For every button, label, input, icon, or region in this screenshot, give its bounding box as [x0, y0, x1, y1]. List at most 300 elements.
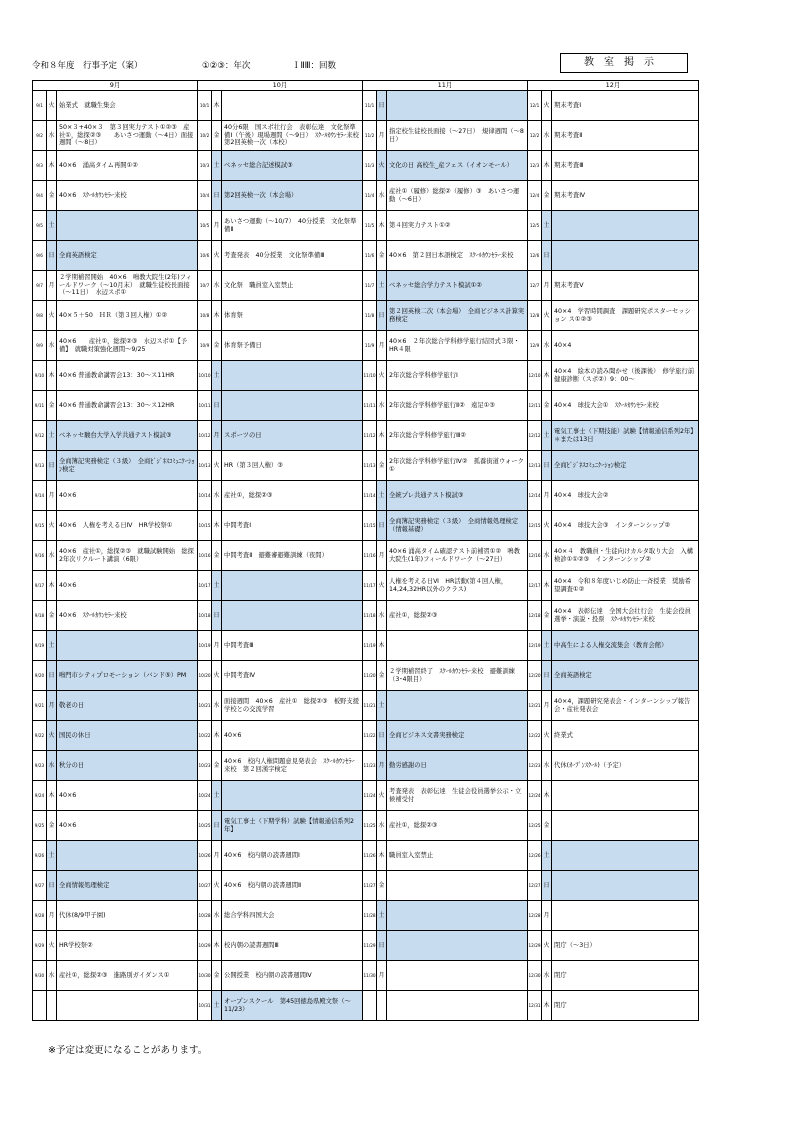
weekday-cell: 土 [542, 421, 552, 451]
table-row [33, 721, 699, 751]
weekday-cell: 火 [542, 301, 552, 331]
date-cell: 10/17 [198, 571, 212, 601]
date-cell: 12/25 [528, 811, 542, 841]
date-cell: 10/23 [198, 751, 212, 781]
weekday-cell: 月 [542, 481, 552, 511]
event-cell [387, 991, 528, 1021]
event-cell: 40×５＋50 ＨＲ（第３回人権）①② [57, 301, 198, 331]
weekday-cell: 水 [47, 541, 57, 571]
date-cell: 9/19 [33, 631, 47, 661]
weekday-cell: 火 [377, 361, 387, 391]
weekday-cell: 火 [47, 931, 57, 961]
table-row [33, 661, 699, 691]
date-cell: 12/16 [528, 541, 542, 571]
event-cell: 人権を考える日Ⅵ HR活動(第４回人権，14,24,32HR以外のクラス) [387, 571, 528, 601]
date-cell: 9/15 [33, 511, 47, 541]
event-cell: 40×6 [57, 811, 198, 841]
date-cell: 11/6 [363, 241, 377, 271]
weekday-cell: 火 [47, 721, 57, 751]
event-cell [552, 871, 699, 901]
table-row [33, 631, 699, 661]
weekday-cell: 木 [377, 421, 387, 451]
date-cell: 12/9 [528, 331, 542, 361]
weekday-cell: 木 [542, 781, 552, 811]
weekday-cell: 金 [212, 961, 222, 991]
date-cell: 9/13 [33, 451, 47, 481]
weekday-cell: 月 [47, 271, 57, 301]
date-cell: 12/1 [528, 91, 542, 121]
event-cell: 閉庁 [552, 961, 699, 991]
event-cell: 40×4 [552, 331, 699, 361]
event-cell: 40×6 ｽｸｰﾙｶｳﾝｾﾗｰ来校 [57, 181, 198, 211]
weekday-cell: 土 [377, 691, 387, 721]
event-cell: 全商ビジネス文書実務検定 [387, 721, 528, 751]
weekday-cell: 月 [47, 481, 57, 511]
date-cell: 12/24 [528, 781, 542, 811]
weekday-cell: 水 [542, 331, 552, 361]
table-row [33, 931, 699, 961]
date-cell: 11/30 [363, 961, 377, 991]
date-cell: 11/13 [363, 451, 377, 481]
event-cell: 中間考査Ⅳ [222, 661, 363, 691]
weekday-cell: 土 [212, 151, 222, 181]
date-cell: 10/7 [198, 271, 212, 301]
event-cell: 40×6 普通教命講習会13：30～ス12HR [57, 391, 198, 421]
date-cell: 11/29 [363, 931, 377, 961]
date-cell: 9/29 [33, 931, 47, 961]
date-cell: 11/24 [363, 781, 377, 811]
date-cell: 10/29 [198, 931, 212, 961]
date-cell: 12/19 [528, 631, 542, 661]
event-cell: 40×6 [222, 721, 363, 751]
weekday-cell: 日 [542, 451, 552, 481]
date-cell: 9/6 [33, 241, 47, 271]
event-cell: 40×6 産社①，総探②③ 水辺スポ①【予備】 就職対策強化週間～9/25 [57, 331, 198, 361]
event-cell: 40×6 普通教命講習会13：30～ス11HR [57, 361, 198, 391]
weekday-cell: 火 [47, 301, 57, 331]
weekday-cell: 月 [47, 901, 57, 931]
event-cell: 40×4 令和８年度いじめ防止一斉授業 奨励希望調査①② [552, 571, 699, 601]
weekday-cell: 金 [47, 811, 57, 841]
event-cell: 40×4 表彰伝達 全国大会壮行会 生徒会役員選挙・演説・投票 ｽｸｰﾙｶｳﾝｾﾗｰ来校 [552, 601, 699, 631]
date-cell: 10/10 [198, 361, 212, 391]
event-cell [387, 631, 528, 661]
event-cell: 40×4，課題研究発表会・インターンシップ報告会・産社発表会 [552, 691, 699, 721]
month-header: 12月 [528, 81, 699, 91]
date-cell: 10/30 [198, 961, 212, 991]
date-cell: 12/2 [528, 121, 542, 151]
event-cell: 鳴門市シティプロモーション（バンド⑤）PM [57, 661, 198, 691]
weekday-cell: 日 [377, 721, 387, 751]
table-row [33, 811, 699, 841]
weekday-cell: 水 [542, 121, 552, 151]
weekday-cell: 土 [47, 631, 57, 661]
weekday-cell: 火 [47, 91, 57, 121]
event-cell: ２学期補習開始 40×6 鳴教大院生(2年)フィールドワーク（～10月末） 就職生徒校長面接（～11日） 水辺スポ① [57, 271, 198, 301]
event-cell: 40×4 球技大会① ｽｸｰﾙｶｳﾝｾﾗｰ来校 [552, 391, 699, 421]
event-cell: 期末考査Ⅲ [552, 151, 699, 181]
event-cell: ベネッセ総合学力テスト模試①② [387, 271, 528, 301]
date-cell: 12/5 [528, 211, 542, 241]
weekday-cell: 水 [212, 481, 222, 511]
date-cell: 10/16 [198, 541, 212, 571]
event-cell [222, 601, 363, 631]
date-cell: 12/3 [528, 151, 542, 181]
weekday-cell: 土 [47, 421, 57, 451]
weekday-cell: 日 [377, 931, 387, 961]
event-cell: スポーツの日 [222, 421, 363, 451]
event-cell: 全商英語検定 [57, 241, 198, 271]
date-cell: 11/15 [363, 511, 377, 541]
weekday-cell: 水 [212, 691, 222, 721]
date-cell: 12/12 [528, 421, 542, 451]
event-cell: 全商英語検定 [552, 661, 699, 691]
event-cell: 期末考査Ⅴ [552, 271, 699, 301]
event-cell [387, 91, 528, 121]
date-cell: 9/21 [33, 691, 47, 721]
weekday-cell: 月 [212, 841, 222, 871]
weekday-cell: 木 [212, 91, 222, 121]
table-row [33, 421, 699, 451]
event-cell [552, 211, 699, 241]
date-cell: 10/14 [198, 481, 212, 511]
table-row [33, 91, 699, 121]
date-cell: 9/26 [33, 841, 47, 871]
event-cell: 面接週間 40×6 産社① 総探②③ 板野支援学校との交流学習 [222, 691, 363, 721]
date-cell: 10/20 [198, 661, 212, 691]
event-cell: 40分6限 国スポ壮行会 表彰伝達 文化祭準備Ⅰ（午後）現場週間（～9日） ｽｸｰﾙｶｳﾝｾﾗｰ来校 第2回英検一次（本校） [222, 121, 363, 151]
event-cell: 40×4 学習時間調査 課題研究ポスターセッション ス①②③ [552, 301, 699, 331]
weekday-cell: 土 [377, 271, 387, 301]
date-cell: 11/16 [363, 541, 377, 571]
event-cell: 40×6 涌高タイム確認テスト前補習①② 鳴教大院生(1年)フィールドワーク（～27日） [387, 541, 528, 571]
date-cell: 9/9 [33, 331, 47, 361]
event-cell: 第2回英検一次（本会場） [222, 181, 363, 211]
table-row [33, 541, 699, 571]
date-cell: 12/23 [528, 751, 542, 781]
event-cell: 期末考査Ⅰ [552, 91, 699, 121]
document-title: 令和８年度 行事予定（案） [32, 61, 143, 71]
event-cell: 全商簿記実務検定（３級） 全商情報処理検定（情報基礎） [387, 511, 528, 541]
date-cell: 12/7 [528, 271, 542, 301]
date-cell: 9/1 [33, 91, 47, 121]
event-cell: 40×6 [57, 781, 198, 811]
date-cell: 10/28 [198, 901, 212, 931]
event-cell: 中高生による人権交流集会（教育会館） [552, 631, 699, 661]
event-cell: 2年次総合学科修学旅行Ⅲ② [387, 421, 528, 451]
weekday-cell: 火 [377, 151, 387, 181]
event-cell: 閉庁 [552, 991, 699, 1021]
date-cell: 12/31 [528, 991, 542, 1021]
weekday-cell: 月 [377, 331, 387, 361]
date-cell: 9/2 [33, 121, 47, 151]
weekday-cell: 火 [212, 871, 222, 901]
event-cell [222, 361, 363, 391]
event-cell: 体育祭予備日 [222, 331, 363, 361]
footer-note: ※予定は変更になることがあります。 [48, 1045, 208, 1056]
weekday-cell: 木 [542, 991, 552, 1021]
event-cell: 総合学科四国大会 [222, 901, 363, 931]
table-row [33, 301, 699, 331]
date-cell: 11/23 [363, 751, 377, 781]
date-cell: 12/13 [528, 451, 542, 481]
legend-count: ＩⅡⅢ：回数 [292, 61, 337, 71]
event-cell: 40×6 第２回日本語検定 ｽｸｰﾙｶｳﾝｾﾗｰ来校 [387, 241, 528, 271]
date-cell: 12/6 [528, 241, 542, 271]
date-cell: 11/25 [363, 811, 377, 841]
weekday-cell: 土 [212, 571, 222, 601]
weekday-cell: 月 [377, 751, 387, 781]
date-cell: 12/28 [528, 901, 542, 931]
table-row [33, 601, 699, 631]
table-row [33, 361, 699, 391]
date-cell: 11/2 [363, 121, 377, 151]
date-cell: 9/22 [33, 721, 47, 751]
weekday-cell: 木 [212, 511, 222, 541]
weekday-cell: 日 [542, 661, 552, 691]
weekday-cell: 日 [47, 451, 57, 481]
event-cell [387, 901, 528, 931]
date-cell: 9/8 [33, 301, 47, 331]
date-cell: 10/11 [198, 391, 212, 421]
weekday-cell: 日 [47, 871, 57, 901]
date-cell: 10/27 [198, 871, 212, 901]
weekday-cell: 火 [542, 931, 552, 961]
weekday-cell: 月 [212, 211, 222, 241]
date-cell: 12/30 [528, 961, 542, 991]
weekday-cell: 金 [377, 451, 387, 481]
date-cell: 11/19 [363, 631, 377, 661]
weekday-cell: 木 [377, 211, 387, 241]
event-cell: 敬老の日 [57, 691, 198, 721]
date-cell: 9/16 [33, 541, 47, 571]
table-row [33, 691, 699, 721]
date-cell: 10/12 [198, 421, 212, 451]
date-cell: 10/31 [198, 991, 212, 1021]
weekday-cell: 木 [47, 781, 57, 811]
weekday-cell: 火 [212, 241, 222, 271]
event-cell: 産社①，総探②③ [387, 811, 528, 841]
weekday-cell: 金 [47, 391, 57, 421]
event-cell: ベネッセ総合記述模試③ [222, 151, 363, 181]
event-cell: 国民の休日 [57, 721, 198, 751]
event-cell: 職員室入室禁止 [387, 841, 528, 871]
weekday-cell: 金 [212, 541, 222, 571]
event-cell: 電気工事士（下期学科）試験【情報通信系列2年】 [222, 811, 363, 841]
date-cell: 9/3 [33, 151, 47, 181]
event-cell: あいさつ運動（～10/7） 40分授業 文化祭準備Ⅱ [222, 211, 363, 241]
weekday-cell [47, 991, 57, 1021]
table-row [33, 511, 699, 541]
date-cell: 10/1 [198, 91, 212, 121]
date-cell: 12/22 [528, 721, 542, 751]
weekday-cell: 水 [377, 181, 387, 211]
event-cell: 閉庁（～3日） [552, 931, 699, 961]
event-cell: 40×４ 教職員・生徒向けカルタ取り大会 入構検診①①②③ インターンシップ② [552, 541, 699, 571]
event-cell: ２学期補習終了 ｽｸｰﾙｶｳﾝｾﾗｰ来校 避難訓練（3･4限目） [387, 661, 528, 691]
table-row [33, 841, 699, 871]
weekday-cell: 木 [377, 631, 387, 661]
date-cell: 12/17 [528, 571, 542, 601]
date-cell: 10/26 [198, 841, 212, 871]
date-cell: 9/30 [33, 961, 47, 991]
event-cell: 産社①，総探②③ [222, 481, 363, 511]
schedule-table [32, 80, 699, 1021]
event-cell [387, 691, 528, 721]
event-cell: HR（第３回人権）③ [222, 451, 363, 481]
date-cell: 9/7 [33, 271, 47, 301]
weekday-cell: 金 [377, 661, 387, 691]
event-cell: 40×6 ｽｸｰﾙｶｳﾝｾﾗｰ来校 [57, 601, 198, 631]
month-header: 10月 [198, 81, 363, 91]
event-cell: 期末考査Ⅱ [552, 121, 699, 151]
event-cell: 産社①（履修）総探②（履修）③ あいさつ運動（～6日） [387, 181, 528, 211]
date-cell: 11/17 [363, 571, 377, 601]
date-cell: 12/26 [528, 841, 542, 871]
weekday-cell: 水 [542, 541, 552, 571]
date-cell: 9/23 [33, 751, 47, 781]
date-cell: 11/12 [363, 421, 377, 451]
event-cell: 文化祭 職員室入室禁止 [222, 271, 363, 301]
table-row [33, 481, 699, 511]
table-row [33, 451, 699, 481]
weekday-cell: 日 [212, 391, 222, 421]
weekday-cell: 月 [542, 691, 552, 721]
weekday-cell: 火 [542, 721, 552, 751]
date-cell: 10/18 [198, 601, 212, 631]
weekday-cell: 土 [542, 841, 552, 871]
table-row [33, 211, 699, 241]
event-cell: 中間考査Ⅲ [222, 631, 363, 661]
event-cell: 全商情報処理検定 [57, 871, 198, 901]
weekday-cell: 水 [377, 811, 387, 841]
date-cell: 10/6 [198, 241, 212, 271]
date-cell: 12/10 [528, 361, 542, 391]
date-cell: 10/13 [198, 451, 212, 481]
weekday-cell: 月 [377, 121, 387, 151]
event-cell: 40×6 校内朝の読書週間Ⅱ [222, 871, 363, 901]
weekday-cell: 水 [47, 961, 57, 991]
date-cell: 10/2 [198, 121, 212, 151]
table-row [33, 151, 699, 181]
event-cell: 40×6 校内人権問題意見発表会 ｽｸｰﾙｶｳﾝｾﾗｰ来校 第２回漢字検定 [222, 751, 363, 781]
weekday-cell: 金 [212, 331, 222, 361]
date-cell: 9/20 [33, 661, 47, 691]
weekday-cell: 月 [542, 901, 552, 931]
weekday-cell: 木 [542, 361, 552, 391]
date-cell: 12/11 [528, 391, 542, 421]
event-cell [222, 571, 363, 601]
date-cell: 11/4 [363, 181, 377, 211]
weekday-cell: 月 [212, 631, 222, 661]
weekday-cell: 土 [212, 781, 222, 811]
table-row [33, 241, 699, 271]
date-cell: 12/21 [528, 691, 542, 721]
weekday-cell: 日 [542, 241, 552, 271]
date-cell: 10/24 [198, 781, 212, 811]
weekday-cell: 金 [542, 391, 552, 421]
page-header [32, 57, 770, 73]
event-cell: 始業式 就職生集会 [57, 91, 198, 121]
event-cell [552, 241, 699, 271]
table-row [33, 571, 699, 601]
month-header: 9月 [33, 81, 198, 91]
event-cell [57, 631, 198, 661]
table-row [33, 991, 699, 1021]
date-cell: 11/9 [363, 331, 377, 361]
event-cell: 電気工事士（下期技能）試験【情報通信系列2年】＊または13日 [552, 421, 699, 451]
date-cell: 11/18 [363, 601, 377, 631]
weekday-cell: 火 [47, 511, 57, 541]
date-cell: 12/29 [528, 931, 542, 961]
weekday-cell: 水 [377, 601, 387, 631]
date-cell: 9/17 [33, 571, 47, 601]
weekday-cell: 日 [47, 241, 57, 271]
event-cell [552, 811, 699, 841]
event-cell: 代休(8/9甲子園) [57, 901, 198, 931]
event-cell: 校内朝の読書週間Ⅲ [222, 931, 363, 961]
event-cell: 産社①，総探②③ 進路別ガイダンス① [57, 961, 198, 991]
weekday-cell: 土 [212, 991, 222, 1021]
weekday-cell: 月 [377, 961, 387, 991]
month-header-row [33, 81, 699, 91]
date-cell: 11/27 [363, 871, 377, 901]
weekday-cell: 土 [377, 481, 387, 511]
weekday-cell: 水 [377, 391, 387, 421]
event-cell: 40×6 人権を考える日Ⅳ HR学校祭① [57, 511, 198, 541]
weekday-cell: 土 [542, 211, 552, 241]
table-row [33, 961, 699, 991]
weekday-cell: 日 [47, 661, 57, 691]
date-cell: 9/11 [33, 391, 47, 421]
date-cell: 11/11 [363, 391, 377, 421]
event-cell: 産社①，総探②③ [387, 601, 528, 631]
date-cell: 11/14 [363, 481, 377, 511]
date-cell: 9/27 [33, 871, 47, 901]
event-cell [387, 871, 528, 901]
event-cell: オープンスクール 第45回徳島県殿文祭（～11/23） [222, 991, 363, 1021]
event-cell: 全統プレ共通テスト模試③ [387, 481, 528, 511]
date-cell: 9/25 [33, 811, 47, 841]
event-cell: 40×6 涌高タイム再開①② [57, 151, 198, 181]
event-cell: 終業式 [552, 721, 699, 751]
weekday-cell: 月 [542, 271, 552, 301]
weekday-cell: 木 [377, 841, 387, 871]
date-cell: 11/8 [363, 301, 377, 331]
date-cell: 12/14 [528, 481, 542, 511]
date-cell: 10/25 [198, 811, 212, 841]
date-cell: 10/3 [198, 151, 212, 181]
weekday-cell: 火 [377, 571, 387, 601]
weekday-cell: 木 [212, 721, 222, 751]
weekday-cell: 金 [212, 751, 222, 781]
event-cell: 代休(ｵｰﾌﾟﾝｽｸｰﾙ)（予定） [552, 751, 699, 781]
weekday-cell: 水 [542, 751, 552, 781]
weekday-cell: 木 [47, 361, 57, 391]
event-cell [387, 931, 528, 961]
weekday-cell: 水 [212, 271, 222, 301]
weekday-cell: 水 [47, 751, 57, 781]
weekday-cell: 金 [377, 871, 387, 901]
weekday-cell: 火 [542, 91, 552, 121]
weekday-cell: 金 [47, 601, 57, 631]
date-cell: 11/21 [363, 691, 377, 721]
date-cell: 9/10 [33, 361, 47, 391]
table-row [33, 751, 699, 781]
event-cell [57, 211, 198, 241]
weekday-cell: 火 [377, 781, 387, 811]
date-cell: 11/22 [363, 721, 377, 751]
